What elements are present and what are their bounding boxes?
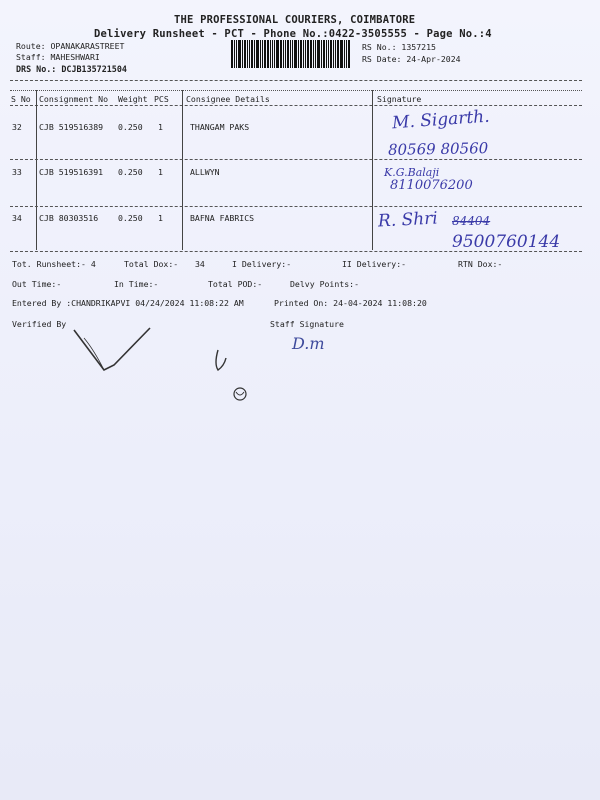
divider [10, 251, 582, 252]
row-divider [10, 206, 582, 207]
row-consignment: CJB 519516389 [39, 122, 104, 132]
barcode-bar [283, 40, 284, 68]
barcode-bar [260, 40, 261, 68]
barcode-bar [287, 40, 289, 68]
divider [10, 80, 582, 81]
col-signature: Signature [377, 94, 422, 104]
barcode-bar [236, 40, 237, 68]
handwritten-signature: K.G.Balaji [384, 166, 440, 179]
row-divider [10, 159, 582, 160]
barcode-bar [238, 40, 241, 68]
barcode-bar [344, 40, 345, 68]
barcode-bar [298, 40, 299, 68]
barcode-bar [285, 40, 286, 68]
barcode-bar [323, 40, 325, 68]
staff-signature-label: Staff Signature [270, 319, 344, 329]
divider [10, 105, 582, 106]
row-consignee: BAFNA FABRICS [190, 213, 255, 223]
barcode-bar [276, 40, 279, 68]
row-sno: 33 [12, 167, 22, 177]
col-consignment: Consignment No [39, 94, 109, 104]
row-consignment: CJB 80303516 [39, 213, 99, 223]
i-delivery: I Delivery:- [232, 259, 292, 269]
col-consignee: Consignee Details [186, 94, 270, 104]
barcode-bar [251, 40, 253, 68]
col-pcs: PCS [154, 94, 169, 104]
barcode-bar [254, 40, 255, 68]
barcode-bar [330, 40, 332, 68]
rtn-dox: RTN Dox:- [458, 259, 503, 269]
barcode-bar [335, 40, 336, 68]
handwritten-phone: 9500760144 [452, 232, 561, 252]
barcode-bar [326, 40, 327, 68]
barcode-bar [333, 40, 334, 68]
rs-number: RS No.: 1357215 [362, 42, 436, 52]
barcode-icon [231, 40, 353, 68]
staff-label: Staff: MAHESHWARI [16, 52, 100, 62]
barcode-bar [340, 40, 343, 68]
barcode-bar [262, 40, 263, 68]
barcode-bar [292, 40, 293, 68]
barcode-bar [328, 40, 329, 68]
row-sno: 32 [12, 122, 22, 132]
barcode-bar [300, 40, 302, 68]
out-time: Out Time:- [12, 279, 62, 289]
printed-on: Printed On: 24-04-2024 11:08:20 [274, 298, 427, 308]
barcode-bar [305, 40, 306, 68]
column-rule [182, 90, 183, 250]
column-rule [372, 90, 373, 250]
barcode-bar [307, 40, 309, 68]
row-pcs: 1 [158, 213, 163, 223]
route-label: Route: OPANAKARASTREET [16, 41, 125, 51]
barcode-bar [290, 40, 291, 68]
row-weight: 0.250 [118, 122, 143, 132]
handwritten-signature: M. Sigarth. [391, 106, 491, 134]
col-sno: S No [11, 94, 31, 104]
barcode-bar [321, 40, 322, 68]
barcode-bar [294, 40, 297, 68]
row-consignee: ALLWYN [190, 167, 220, 177]
handwritten-struck-number: 84404 [452, 214, 491, 228]
delvy-points: Delvy Points:- [290, 279, 360, 289]
in-time: In Time:- [114, 279, 159, 289]
barcode-bar [244, 40, 246, 68]
total-pod: Total POD:- [208, 279, 263, 289]
col-weight: Weight [118, 94, 148, 104]
rs-date: RS Date: 24-Apr-2024 [362, 54, 461, 64]
barcode-bar [348, 40, 350, 68]
barcode-bar [270, 40, 271, 68]
barcode-bar [315, 40, 316, 68]
row-weight: 0.250 [118, 213, 143, 223]
barcode-bar [231, 40, 233, 68]
entered-by: Entered By :CHANDRIKAPVI 04/24/2024 11:08:22 AM [12, 298, 244, 308]
row-pcs: 1 [158, 122, 163, 132]
barcode-bar [256, 40, 259, 68]
row-sno: 34 [12, 213, 22, 223]
company-name: THE PROFESSIONAL COURIERS, COIMBATORE [174, 14, 416, 26]
barcode-bar [249, 40, 250, 68]
handwritten-staff-sign: D.m [292, 334, 325, 353]
barcode-bar [346, 40, 347, 68]
total-runsheet: Tot. Runsheet:- 4 [12, 259, 96, 269]
drs-number: DRS No.: DCJB135721504 [16, 64, 127, 74]
barcode-bar [280, 40, 282, 68]
barcode-bar [317, 40, 320, 68]
divider [10, 90, 582, 91]
runsheet-title: Delivery Runsheet - PCT - Phone No.:0422-3505555 - Page No.:4 [94, 28, 492, 40]
total-dox-value: 34 [195, 259, 205, 269]
row-consignee: THANGAM PAKS [190, 122, 250, 132]
barcode-bar [274, 40, 275, 68]
barcode-bar [267, 40, 269, 68]
pencil-mark [228, 382, 252, 406]
handwritten-phone: 8110076200 [390, 178, 473, 193]
total-dox-label: Total Dox:- [124, 259, 179, 269]
row-consignment: CJB 519516391 [39, 167, 104, 177]
barcode-bar [242, 40, 243, 68]
row-weight: 0.250 [118, 167, 143, 177]
ii-delivery: II Delivery:- [342, 259, 407, 269]
handwritten-signature: R. Shri [377, 208, 439, 232]
column-rule [36, 90, 37, 250]
row-pcs: 1 [158, 167, 163, 177]
barcode-bar [303, 40, 304, 68]
barcode-bar [264, 40, 266, 68]
handwritten-phone: 80569 80560 [387, 139, 489, 159]
verified-by-label: Verified By [12, 319, 67, 329]
barcode-bar [313, 40, 314, 68]
barcode-bar [272, 40, 273, 68]
barcode-bar [310, 40, 312, 68]
barcode-bar [337, 40, 339, 68]
barcode-bar [234, 40, 235, 68]
barcode-bar [247, 40, 248, 68]
